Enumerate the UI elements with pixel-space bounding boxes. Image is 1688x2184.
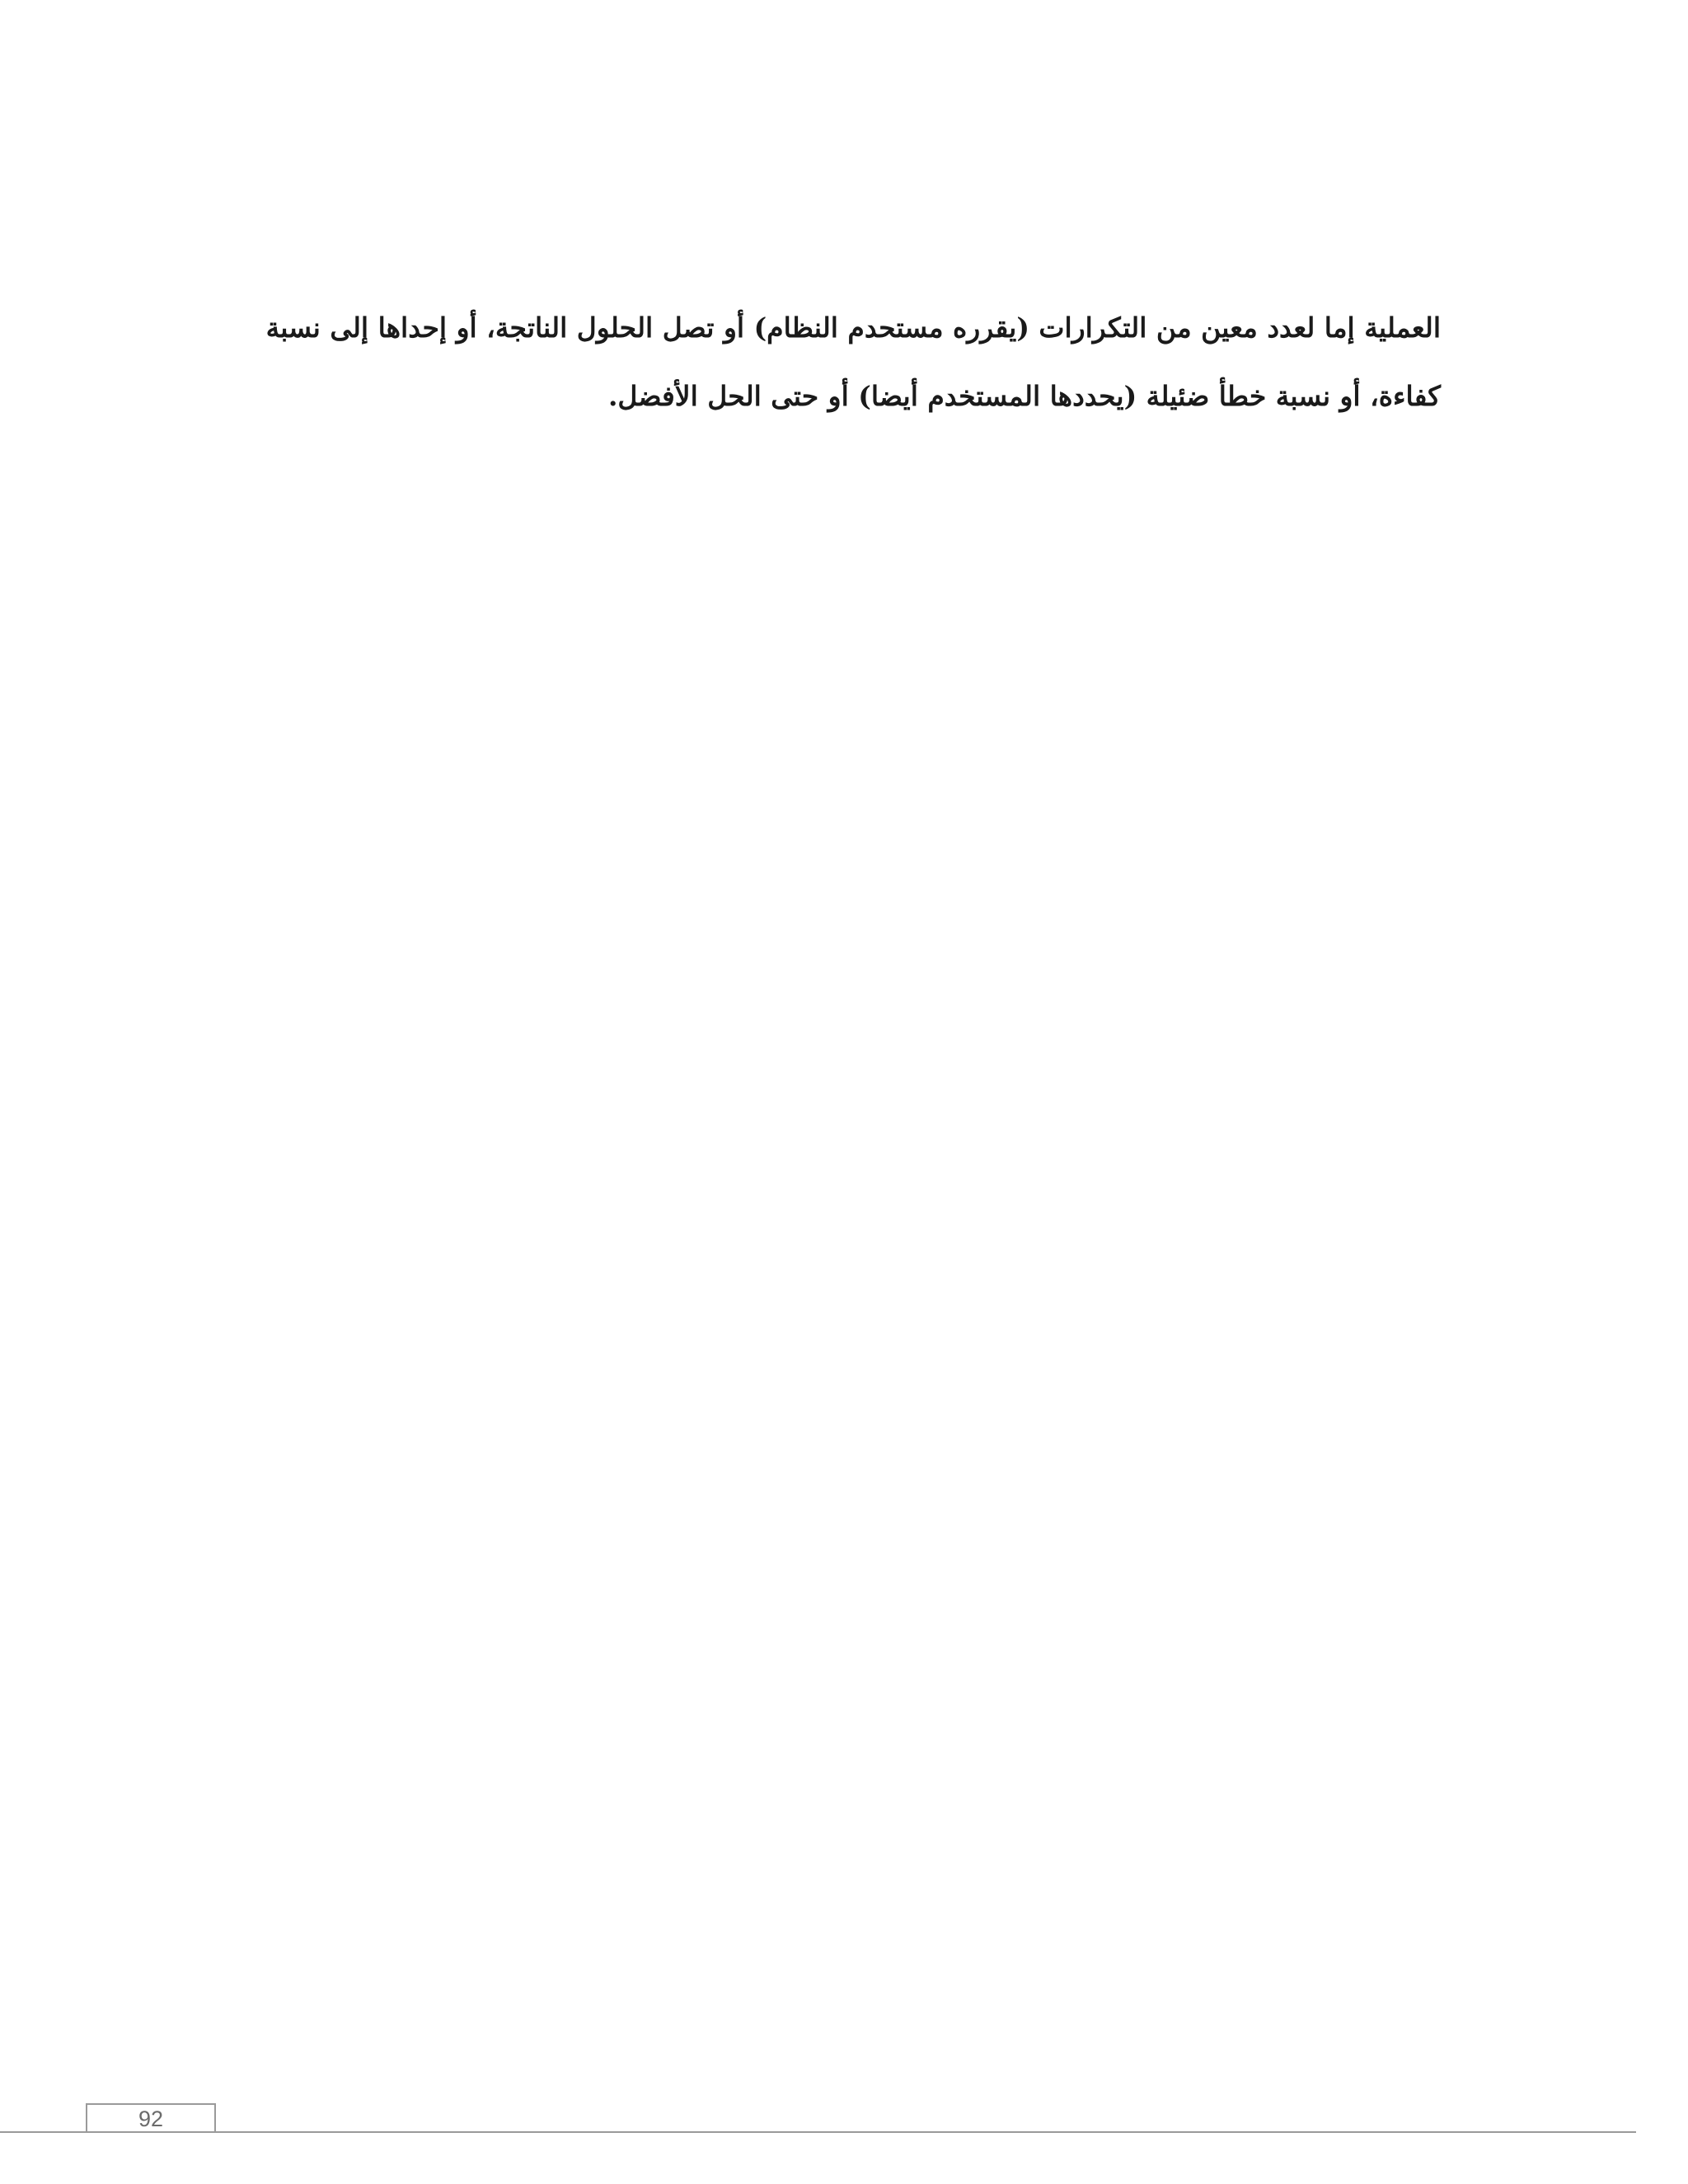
- paragraph-line: العملية إما لعدد معين من التكرارات (يقرره مستحدم النظام) أو تصل الحلول الناتجة، أو إحداها إلى نسبة: [265, 312, 1441, 344]
- footer-divider: [0, 2131, 1636, 2133]
- paragraph-line: كفاءة، أو نسبة خطأ ضئيلة (يحددها المستخدم أيضا) أو حتى الحل الأفضل.: [607, 380, 1441, 412]
- body-paragraph: [229, 293, 1441, 430]
- page-number: 92: [138, 2107, 164, 2131]
- page-number-tab: [86, 2103, 216, 2131]
